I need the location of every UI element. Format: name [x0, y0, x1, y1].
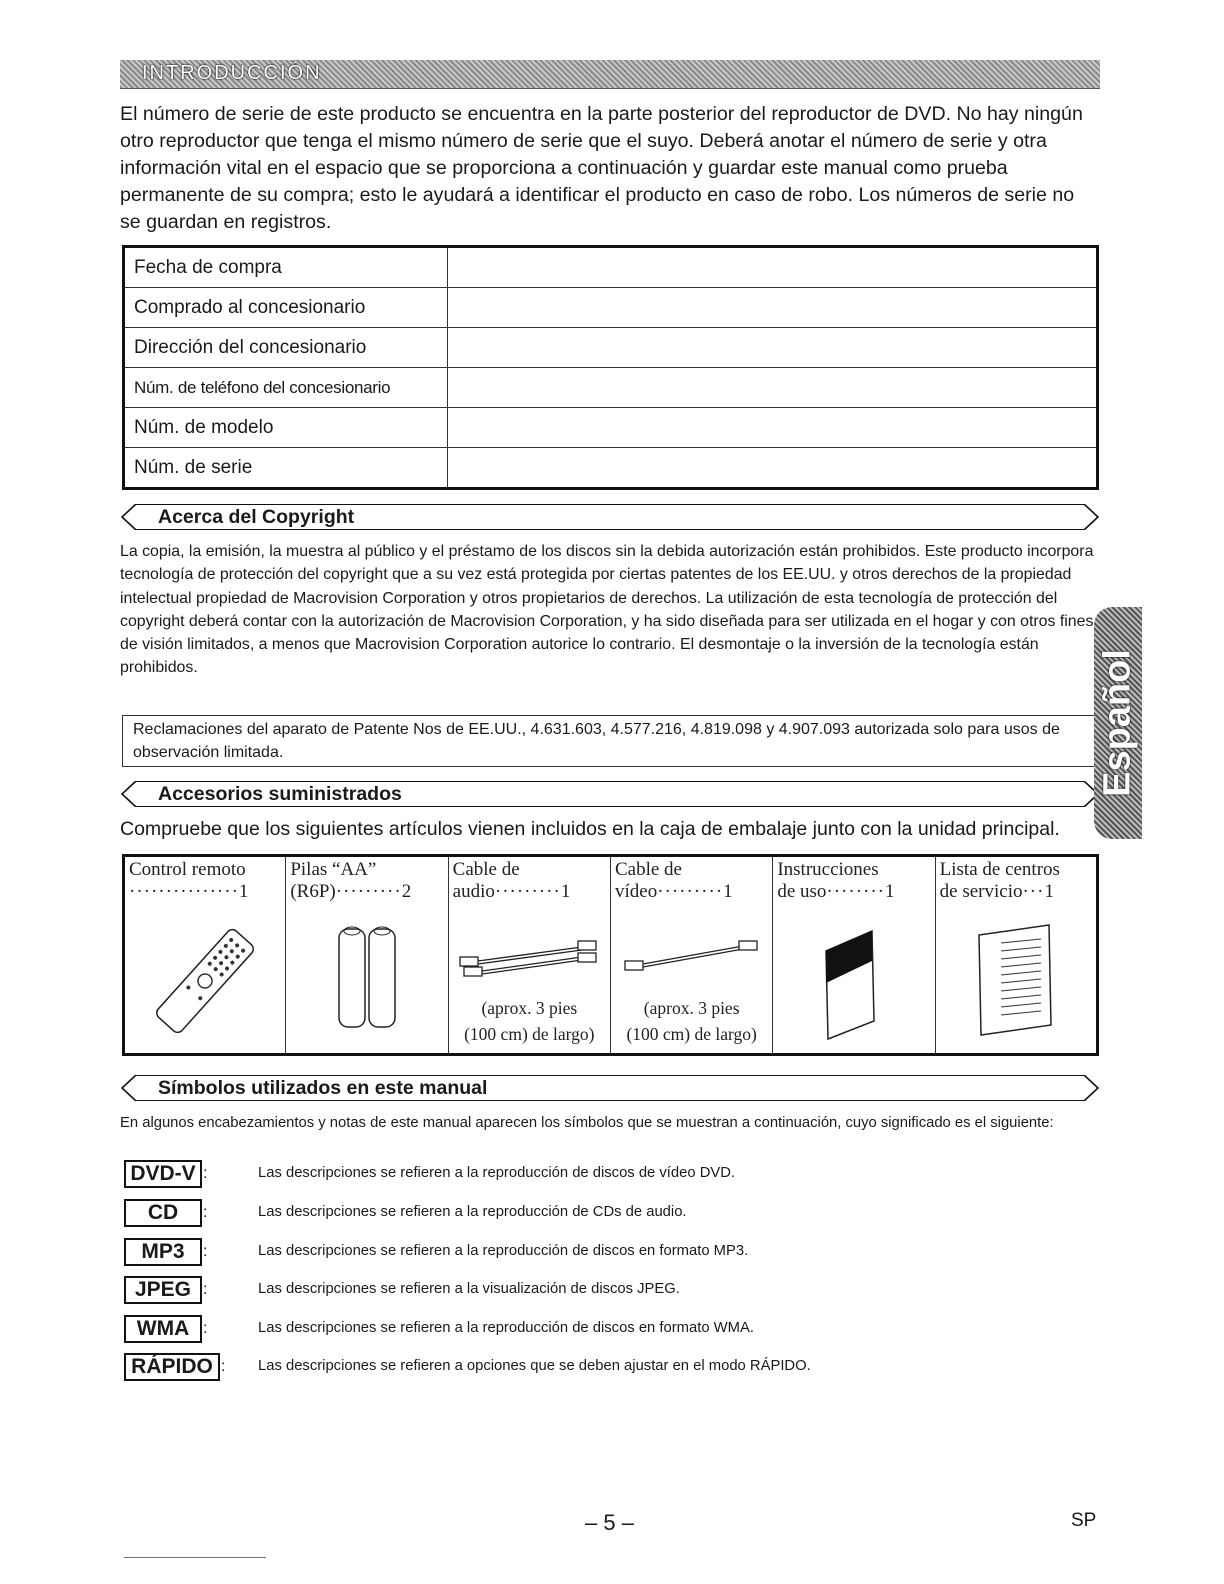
manual-booklet-icon	[773, 921, 934, 1047]
intro-paragraph: El número de serie de este producto se encuentra en la parte posterior del reproductor de DVD. No hay ningún otro reproductor que tenga el mismo número de serie que el suyo. Deberá anotar el número de serie y otra información vital en el espacio que se proporciona a continuación y guardar este manual como prueba permanente de su compra; esto le ayudará a identificar el producto en caso de robo. Los números de serie no se guardan en registros.	[120, 103, 1083, 233]
cable-length-note-2: (100 cm) de largo)	[626, 1024, 757, 1044]
accessory-dots: ········	[826, 881, 886, 902]
row-value	[448, 448, 1098, 489]
symbol-badge: RÁPIDO	[124, 1353, 220, 1381]
accessory-item	[286, 856, 448, 1055]
copyright-heading-frame	[120, 504, 1100, 530]
accessory-name-2: de servicio	[939, 881, 1023, 902]
row-label: Núm. de serie	[124, 448, 448, 489]
symbol-badge: CD	[124, 1199, 202, 1227]
symbol-row	[124, 1238, 749, 1264]
symbol-row	[124, 1276, 680, 1302]
accessories-heading-frame	[120, 781, 1100, 807]
row-label: Núm. de teléfono del concesionario	[124, 368, 448, 408]
accessory-dots: ·········	[335, 881, 402, 902]
row-value	[448, 368, 1098, 408]
accessories-heading: Accesorios suministrados	[158, 783, 402, 805]
row-label: Fecha de compra	[124, 247, 448, 288]
row-label: Núm. de modelo	[124, 408, 448, 448]
copyright-text: La copia, la emisión, la muestra al público y el préstamo de los discos sin la debida autorización están prohibidos. Este producto incorpora tecnología de protección del copyright que a su vez está protegida por ciertas patentes de los EE.UU. y otros derechos de la propiedad intelectual propiedad de Macrovision Corporation y otros propietarios de derechos. La utilización de esta tecnología de protección del copyright deberá contar con la autorización de Macrovision Corporation, y ha sido diseñada para ser utilizada en el hogar y con otros fines de visión limitados, a menos que Macrovision Corporation autorice lo contrario. El desmontaje o la inversión de la tecnología están prohibidos.	[120, 543, 1094, 677]
symbol-colon: :	[221, 1358, 226, 1375]
table-row	[124, 408, 1098, 448]
symbol-colon: :	[203, 1281, 208, 1298]
symbol-badge: MP3	[124, 1238, 202, 1266]
symbol-colon: :	[203, 1204, 208, 1221]
accessory-name-2: vídeo	[614, 881, 658, 902]
symbols-intro: En algunos encabezamientos y notas de este manual aparecen los símbolos que se muestran a continuación, cuyo significado es el siguiente:	[120, 1115, 1054, 1131]
accessory-dots: ···	[1022, 881, 1045, 902]
accessory-qty: 1	[1044, 881, 1054, 902]
accessory-name: Cable de	[614, 859, 682, 880]
symbol-badge: DVD-V	[124, 1160, 202, 1188]
service-list-icon	[936, 921, 1096, 1047]
symbol-description: Las descripciones se refieren a la reproducción de CDs de audio.	[258, 1204, 687, 1220]
symbol-description: Las descripciones se refieren a la visualización de discos JPEG.	[258, 1281, 680, 1297]
page-number: – 5 –	[585, 1510, 634, 1535]
table-row	[124, 368, 1098, 408]
language-side-tab-label: Español	[1096, 649, 1139, 797]
accessory-name-2: de uso	[777, 881, 827, 902]
symbol-description: Las descripciones se refieren a la reproducción de discos en formato WMA.	[258, 1320, 754, 1336]
symbols-heading-frame	[120, 1075, 1100, 1101]
row-value	[448, 328, 1098, 368]
table-row	[124, 448, 1098, 489]
accessory-qty: 2	[401, 881, 412, 902]
accessory-item	[773, 856, 935, 1055]
cable-length-note: (aprox. 3 pies	[643, 998, 740, 1018]
batteries-icon	[286, 921, 447, 1037]
accessory-name-2: audio	[452, 881, 495, 902]
remote-control-icon	[125, 921, 285, 1047]
symbol-row	[124, 1315, 754, 1341]
accessory-qty: 1	[238, 881, 249, 902]
table-row	[124, 288, 1098, 328]
symbol-colon: :	[203, 1165, 208, 1182]
symbol-row	[124, 1160, 736, 1186]
language-side-tab	[1094, 607, 1142, 839]
accessory-dots: ···············	[129, 881, 239, 902]
accessory-name: Instrucciones	[777, 859, 879, 880]
video-cable-icon	[611, 937, 772, 983]
language-code: SP	[1071, 1510, 1097, 1531]
registration-table	[122, 245, 1099, 490]
accessory-name-2: (R6P)	[290, 881, 336, 902]
table-row	[124, 247, 1098, 288]
section-banner	[120, 60, 1100, 89]
accessory-dots: ·········	[657, 881, 724, 902]
symbol-row	[124, 1199, 687, 1225]
row-value	[448, 288, 1098, 328]
row-label: Comprado al concesionario	[124, 288, 448, 328]
patent-note: Reclamaciones del aparato de Patente Nos de EE.UU., 4.631.603, 4.577.216, 4.819.098 y 4.907.093 autorizada solo para usos de observación limitada.	[122, 715, 1098, 767]
accessory-name: Cable de	[452, 859, 520, 880]
symbol-badge: JPEG	[124, 1276, 202, 1304]
accessories-intro: Compruebe que los siguientes artículos vienen incluidos en la caja de embalaje junto con la unidad principal.	[120, 818, 1060, 840]
accessory-item	[448, 856, 610, 1055]
accessory-dots: ·········	[494, 881, 561, 902]
cable-length-note-2: (100 cm) de largo)	[464, 1024, 595, 1044]
symbols-heading: Símbolos utilizados en este manual	[158, 1077, 488, 1099]
accessory-name: Pilas “AA”	[290, 859, 377, 880]
symbol-colon: :	[203, 1320, 208, 1337]
row-value	[448, 408, 1098, 448]
audio-cable-icon	[449, 937, 610, 993]
accessory-item	[124, 856, 286, 1055]
accessories-table	[122, 854, 1099, 1056]
accessory-item	[610, 856, 772, 1055]
accessory-qty: 1	[885, 881, 895, 902]
row-label: Dirección del concesionario	[124, 328, 448, 368]
cable-length-note: (aprox. 3 pies	[481, 998, 578, 1018]
section-title: INTRODUCCIÓN	[142, 62, 322, 84]
accessory-name: Control remoto	[129, 859, 246, 880]
accessory-qty: 1	[723, 881, 733, 902]
footer-rule	[124, 1557, 266, 1558]
symbol-row	[124, 1353, 811, 1379]
copyright-heading: Acerca del Copyright	[158, 506, 355, 528]
table-row	[124, 328, 1098, 368]
accessory-qty: 1	[560, 881, 571, 902]
symbol-colon: :	[203, 1243, 208, 1260]
accessory-name: Lista de centros	[939, 859, 1060, 880]
symbol-description: Las descripciones se refieren a opciones que se deben ajustar en el modo RÁPIDO.	[258, 1358, 811, 1374]
symbol-description: Las descripciones se refieren a la reproducción de discos en formato MP3.	[258, 1243, 749, 1259]
symbol-badge: WMA	[124, 1315, 202, 1343]
symbol-description: Las descripciones se refieren a la reproducción de discos de vídeo DVD.	[258, 1165, 736, 1181]
accessory-item	[935, 856, 1097, 1055]
row-value	[448, 247, 1098, 288]
